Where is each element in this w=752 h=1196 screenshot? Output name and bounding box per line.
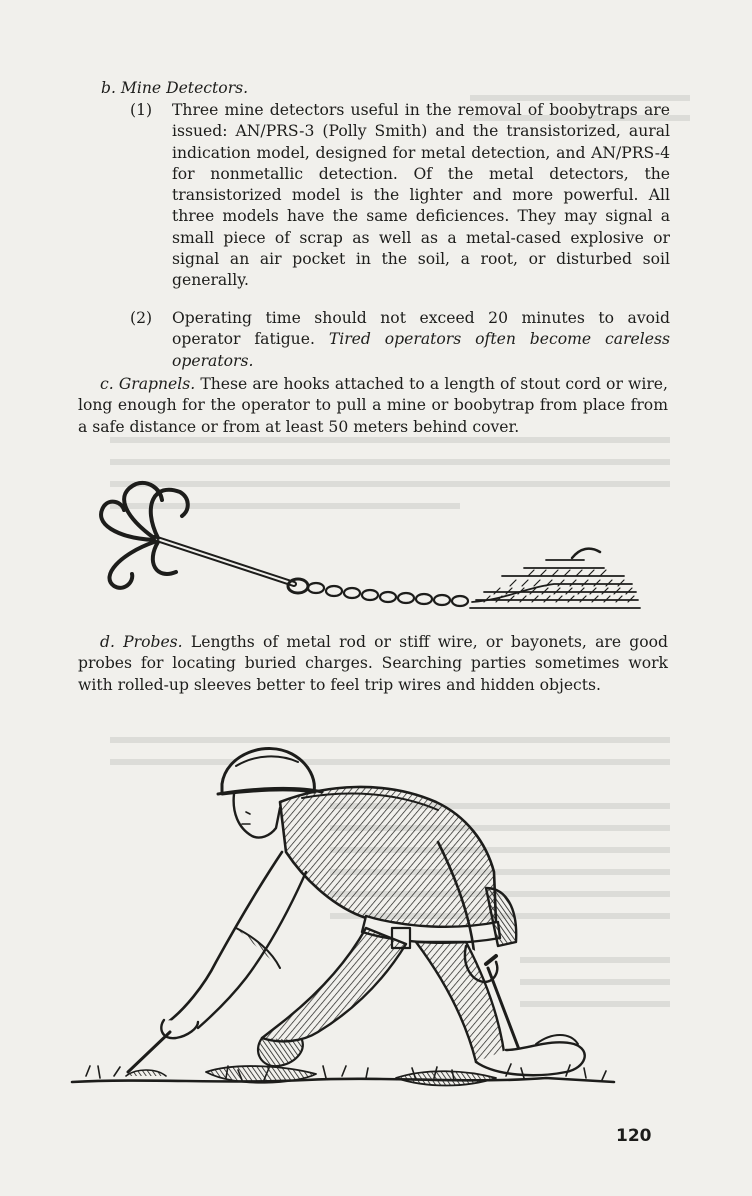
- item-number: (2): [130, 309, 153, 327]
- soldier-probing-illustration: [66, 732, 626, 1132]
- section-b-item-2: [130, 308, 670, 372]
- page-number: 120: [616, 1126, 652, 1146]
- item-number: (1): [130, 101, 153, 119]
- grapnel-illustration: [84, 476, 664, 624]
- item-text: Operating time should not exceed 20 minutes to avoid operator fatigue. Tired operators often become careless operators.: [172, 309, 670, 370]
- section-c-paragraph: c. Grapnels. These are hooks attached to a length of stout cord or wire, long enough for the operator to pull a mine or boobytrap from place from a safe distance or from at least 50 meters behind cover.: [78, 375, 668, 436]
- item-emphasis: Tired operators often become careless operators.: [172, 330, 670, 370]
- section-b-item-1: [130, 100, 670, 292]
- section-b-heading: b. Mine Detectors.: [101, 79, 249, 97]
- section-c-lead: c. Grapnels.: [100, 375, 196, 393]
- section-d-lead: d. Probes.: [100, 633, 183, 651]
- item-text: Three mine detectors useful in the removal of boobytraps are issued: AN/PRS-3 (Polly Smith) and the transistorized, aural indication model, designed for metal detection, and AN/PRS-4 for nonmetallic detection. Of the metal detectors, the transistorized model is the lighter and more powerful. All three models have the same deficiences. They may signal a small piece of scrap as well as a metal-cased explosive or signal an air pocket in the soil, a root, or disturbed soil generally.: [172, 101, 670, 290]
- section-d-paragraph: d. Probes. Lengths of metal rod or stiff wire, or bayonets, are good probes for locating buried charges. Searching parties sometimes work with rolled-up sleeves better to feel trip wires and hidden objects.: [78, 633, 668, 694]
